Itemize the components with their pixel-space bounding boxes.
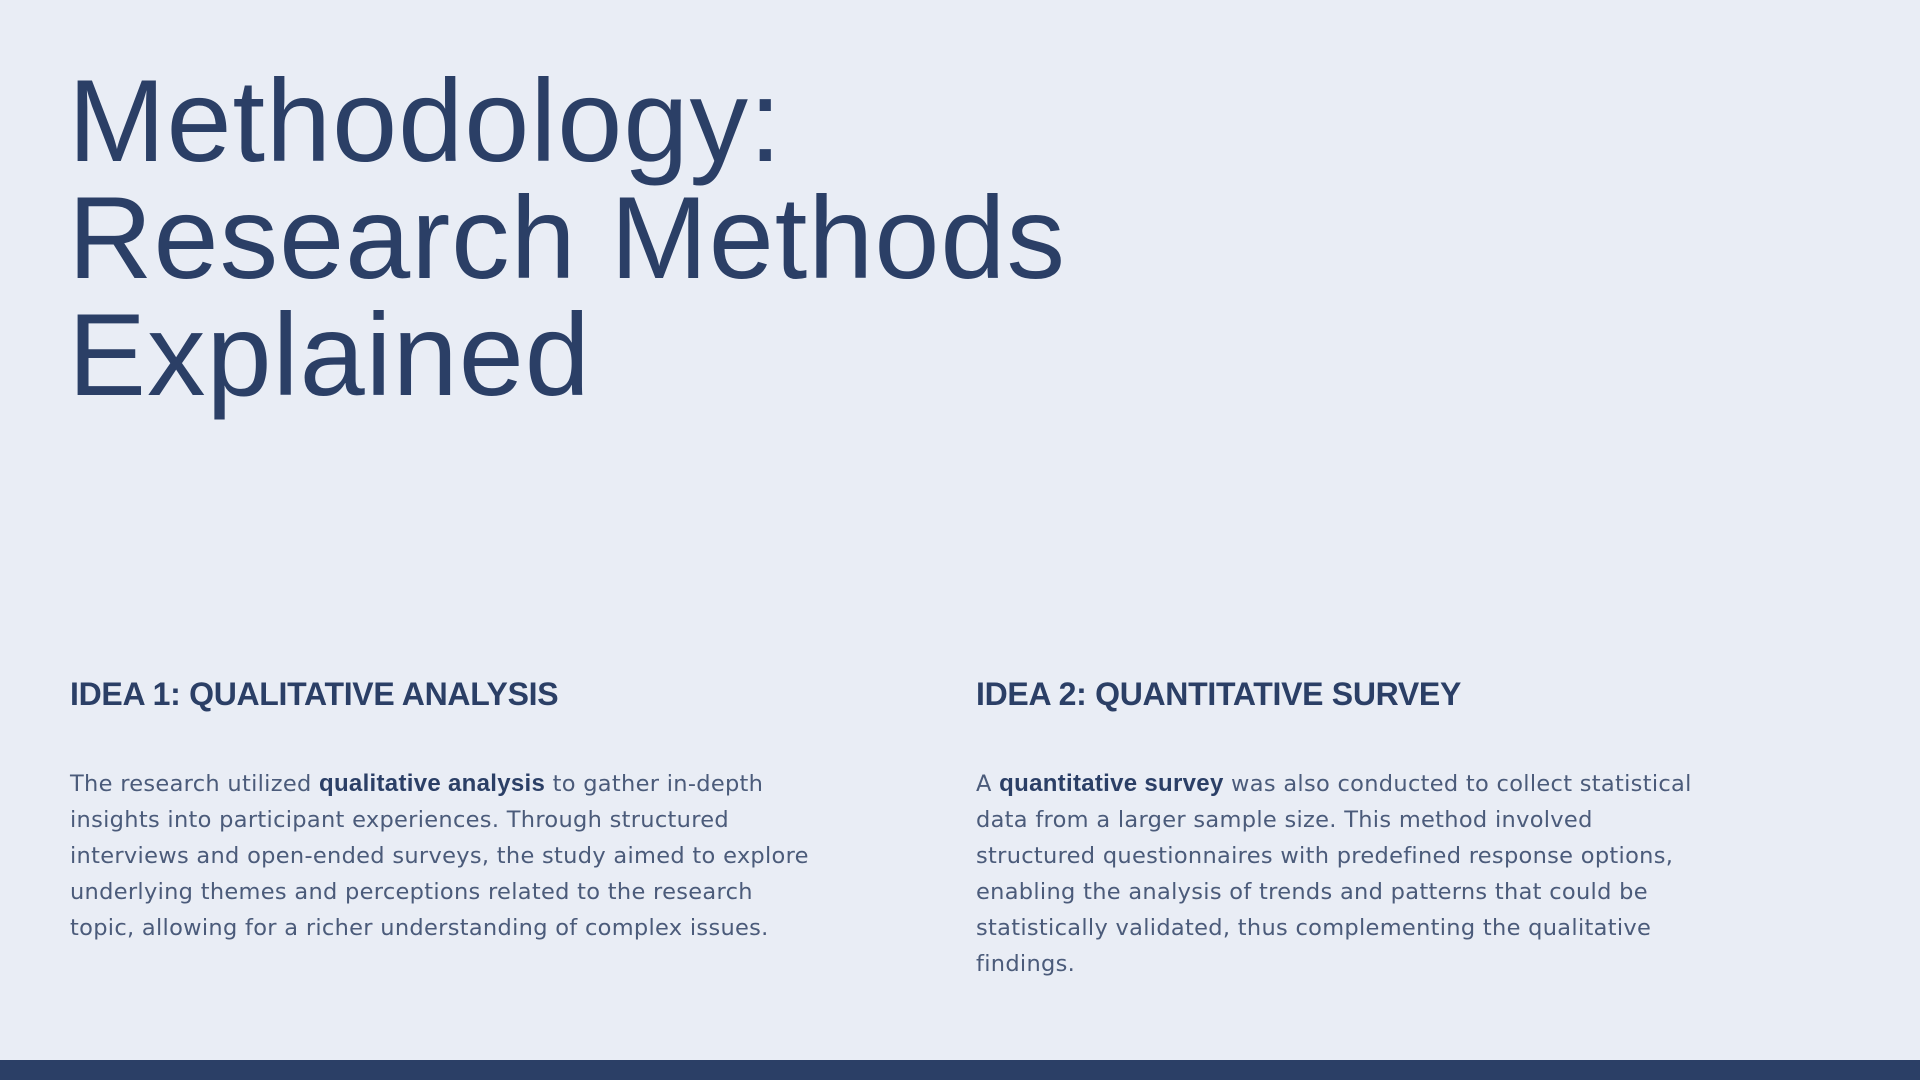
idea-1-paragraph bbox=[70, 766, 810, 946]
idea-2-text-after: was also conducted to collect statistical data from a larger sample size. This method involved structured questionnaires with predefined response options, enabling the analysis of trends and patterns that could be statistically validated, thus complementing the qualitative findings. bbox=[976, 771, 1692, 977]
footer-bar bbox=[0, 1060, 1920, 1080]
idea-1-section bbox=[70, 668, 810, 946]
idea-1-bold-term: qualitative analysis bbox=[319, 770, 546, 797]
idea-1-text-before: The research utilized bbox=[70, 771, 320, 797]
page-title bbox=[68, 55, 1268, 420]
idea-1-text-after: to gather in-depth insights into participant experiences. Through structured interviews and open-ended surveys, the study aimed to explore underlying themes and perceptions related to the research topic, allowing for a richer understanding of complex issues. bbox=[70, 771, 809, 941]
idea-2-section bbox=[976, 668, 1716, 982]
idea-2-bold-term: quantitative survey bbox=[999, 770, 1224, 797]
idea-2-heading: IDEA 2: QUANTITATIVE SURVEY bbox=[976, 676, 1461, 712]
title-line-3: Explained bbox=[68, 289, 591, 420]
idea-1-heading: IDEA 1: QUALITATIVE ANALYSIS bbox=[70, 676, 559, 712]
title-line-1: Methodology: bbox=[68, 55, 783, 186]
idea-2-paragraph bbox=[976, 766, 1716, 982]
title-line-2: Research Methods bbox=[68, 172, 1066, 303]
idea-2-text-before: A bbox=[976, 771, 1000, 797]
